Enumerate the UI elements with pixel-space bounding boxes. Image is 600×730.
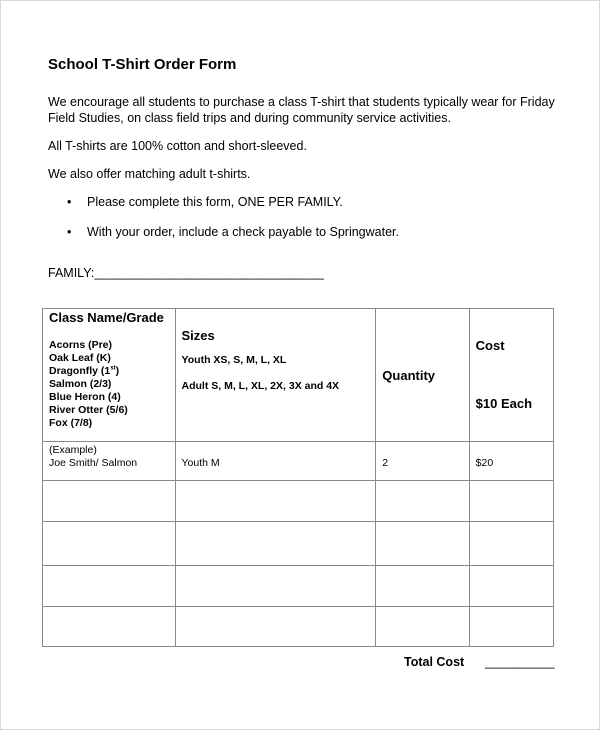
- class-item: Blue Heron (4): [49, 391, 121, 403]
- family-line[interactable]: _________________________________: [94, 266, 324, 280]
- example-size-cell: [175, 442, 376, 481]
- example-cost-cell: [469, 442, 553, 481]
- quantity-input-cell[interactable]: [376, 522, 469, 566]
- sizes-header: Sizes: [181, 328, 215, 343]
- bullet-icon: •: [67, 225, 72, 239]
- class-item: Dragonfly (1st): [49, 365, 120, 377]
- quantity-input-cell[interactable]: [376, 481, 469, 522]
- intro-paragraph: We encourage all students to purchase a class T-shirt that students typically wear for Friday Field Studies, on class field trips and during community service activities.: [48, 95, 555, 125]
- total-cost-line[interactable]: __________: [485, 655, 555, 669]
- class-item: Fox (7/8): [49, 417, 93, 429]
- adult-paragraph: We also offer matching adult t-shirts.: [48, 167, 251, 181]
- example-quantity-cell: [376, 442, 469, 481]
- example-name: Joe Smith/ Salmon: [49, 457, 138, 469]
- size-input-cell[interactable]: [175, 607, 376, 647]
- family-field[interactable]: [48, 266, 324, 280]
- sizes-header-cell: [175, 309, 376, 442]
- size-input-cell[interactable]: [175, 522, 376, 566]
- example-quantity: 2: [382, 457, 389, 469]
- size-input-cell[interactable]: [175, 566, 376, 607]
- order-table: [42, 308, 554, 647]
- example-label: (Example): [49, 444, 97, 456]
- class-item: Oak Leaf (K): [49, 352, 111, 364]
- cost-input-cell[interactable]: [469, 566, 553, 607]
- class-name-header-cell: [43, 309, 176, 442]
- cost-header-cell: [469, 309, 553, 442]
- quantity-header-cell: [376, 309, 469, 442]
- class-item: Acorns (Pre): [49, 339, 113, 351]
- example-size: Youth M: [181, 457, 220, 469]
- adult-sizes: Adult S, M, L, XL, 2X, 3X and 4X: [181, 380, 340, 392]
- youth-sizes: Youth XS, S, M, L, XL: [181, 354, 287, 366]
- name-input-cell[interactable]: [43, 607, 176, 647]
- table-header-row: [43, 309, 554, 442]
- class-item: River Otter (5/6): [49, 404, 128, 416]
- quantity-header: Quantity: [382, 368, 436, 383]
- cost-input-cell[interactable]: [469, 522, 553, 566]
- price-label: $10 Each: [475, 396, 533, 411]
- total-cost-label: Total Cost: [404, 655, 465, 669]
- class-list: [43, 325, 175, 430]
- page-title: School T-Shirt Order Form: [48, 56, 237, 73]
- bullet-text: With your order, include a check payable to Springwater.: [87, 225, 399, 239]
- example-name-cell: [43, 442, 176, 481]
- cost-input-cell[interactable]: [469, 607, 553, 647]
- size-input-cell[interactable]: [175, 481, 376, 522]
- cost-header: Cost: [475, 338, 505, 353]
- bullet-text: Please complete this form, ONE PER FAMILY.: [87, 195, 343, 209]
- table-row: [43, 522, 554, 566]
- table-row: [43, 607, 554, 647]
- name-input-cell[interactable]: [43, 566, 176, 607]
- name-input-cell[interactable]: [43, 522, 176, 566]
- quantity-input-cell[interactable]: [376, 566, 469, 607]
- name-input-cell[interactable]: [43, 481, 176, 522]
- family-label: FAMILY:: [48, 266, 95, 280]
- quantity-input-cell[interactable]: [376, 607, 469, 647]
- cotton-paragraph: All T-shirts are 100% cotton and short-sleeved.: [48, 139, 307, 153]
- class-item: Salmon (2/3): [49, 378, 112, 390]
- table-row: [43, 442, 554, 481]
- table-row: [43, 481, 554, 522]
- example-cost: $20: [475, 457, 494, 469]
- class-name-header: Class Name/Grade: [49, 310, 164, 325]
- table-row: [43, 566, 554, 607]
- cost-input-cell[interactable]: [469, 481, 553, 522]
- bullet-icon: •: [67, 195, 72, 209]
